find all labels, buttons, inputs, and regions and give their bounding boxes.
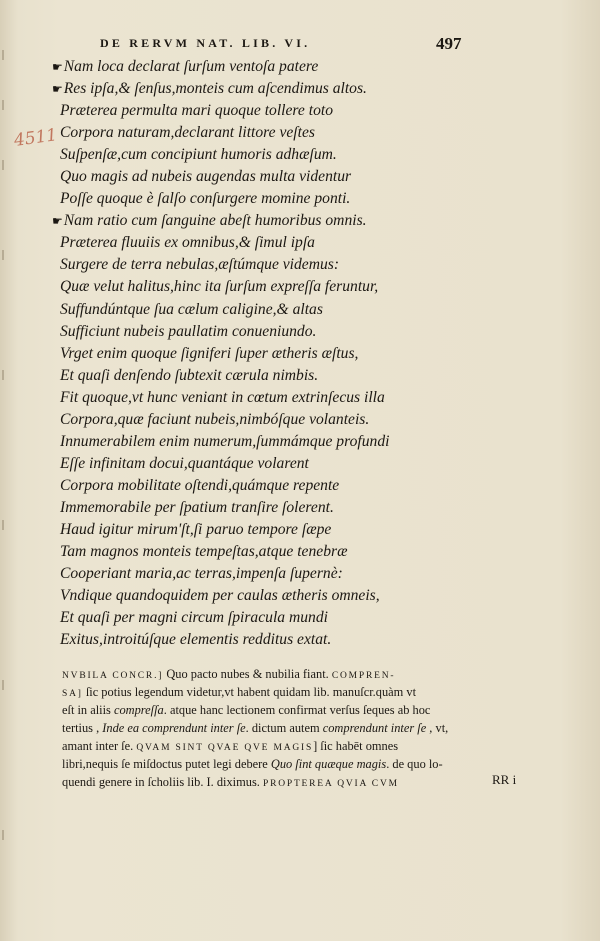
verse-text: Præterea fluuiis ex omnibus,& ſimul ipſa — [60, 234, 315, 252]
verse-line — [40, 431, 520, 453]
commentary-text: eſt in aliis — [62, 703, 114, 717]
verse-text: Sufficiunt nubeis paullatim conueniundo. — [60, 322, 317, 340]
verse-text: Nam loca declarat ſurſum ventoſa patere — [63, 58, 319, 75]
verse-line — [40, 210, 520, 232]
commentary-line — [62, 701, 532, 719]
verse-text: Immemorabile per ſpatium tranſire ſolerent. — [60, 498, 334, 516]
quoted-word: compreſſa — [113, 703, 164, 717]
verse-text: Vrget enim quoque ſigniferi ſuper ætheris æſtus, — [60, 344, 359, 362]
commentary-line — [62, 737, 532, 755]
verse-text: Tam magnos monteis tempeſtas,atque tenebræ — [60, 543, 348, 561]
commentary-text: Quo pacto nubes & nubilia fiant. — [163, 667, 332, 681]
verse-line — [40, 497, 520, 519]
lemma: QVAM SINT QVAE QVE MAGIS — [136, 743, 314, 753]
commentary-text: ] ſic habēt omnes — [313, 739, 399, 753]
verse-text: Eſſe infinitam docui,quantáque volarent — [60, 454, 309, 472]
verse-line — [40, 541, 520, 563]
lemma: NVBILA CONCR.] — [62, 671, 164, 681]
pointing-hand-icon: ☛ — [52, 60, 63, 74]
verse-line — [40, 409, 520, 431]
verse-text: Corpora mobilitate oſtendi,quámque repente — [60, 476, 340, 494]
lemma: SA] — [62, 689, 83, 699]
verse-line — [40, 254, 520, 276]
commentary-text: amant inter ſe. — [62, 739, 137, 753]
verse-line — [40, 122, 520, 144]
verse-line — [40, 321, 520, 343]
verse-line — [40, 629, 520, 651]
pointing-hand-icon: ☛ — [52, 82, 63, 97]
commentary-text: ſic potius legendum videtur,vt habent quidam lib. manuſcr.quàm vt — [82, 685, 417, 699]
handwritten-margin-note: 4511 — [12, 125, 59, 151]
verse-text: Fit quoque,vt hunc veniant in cœtum extrinſecus illa — [60, 388, 385, 406]
commentary-text: . de quo lo- — [386, 757, 443, 771]
verse-line — [40, 365, 520, 387]
page-number: 497 — [436, 34, 462, 53]
commentary-line — [62, 773, 532, 791]
verse-line — [40, 299, 520, 321]
verse-line — [40, 100, 520, 122]
verse-text: Res ipſa,& ſenſus,monteis cum aſcendimus altos. — [63, 80, 367, 98]
lemma: PROPTEREA QVIA CVM — [262, 779, 399, 789]
verse-text: Innumerabilem enim numerum,ſummámque profundi — [60, 432, 390, 450]
verse-line — [40, 56, 520, 78]
verse-line — [40, 78, 520, 100]
commentary-line — [62, 665, 532, 683]
verse-line — [40, 232, 520, 254]
verse-text: Poſſe quoque è ſalſo conſurgere momine ponti. — [60, 190, 351, 208]
verse-line — [40, 144, 520, 166]
commentary-text: , vt, — [426, 721, 449, 735]
verse-text: Corpora,quæ faciunt nubeis,nimbóſque volanteis. — [60, 410, 370, 428]
verse-text: Suffundúntque ſua cælum caligine,& altas — [60, 300, 323, 318]
verse-text: Haud igitur mirum'ſt,ſi paruo tempore ſæpe — [60, 520, 332, 538]
commentary-line — [62, 683, 532, 701]
verse-line — [40, 387, 520, 409]
commentary-text: quendi genere in ſcholiis lib. I. diximus. — [62, 775, 263, 789]
commentary-text: . atque hanc lectionem confirmat verſus ſeques ab hoc — [163, 703, 431, 717]
verse-text: Exitus,introitúſque elementis redditus extat. — [60, 631, 332, 649]
commentary-text: libri,nequis ſe miſdoctus putet legi debere — [62, 757, 271, 771]
verse-text: Præterea permulta mari quoque tollere toto — [60, 102, 334, 120]
pointing-hand-icon: ☛ — [52, 214, 63, 229]
commentary-text: . dictum autem — [245, 721, 323, 735]
verse-line — [40, 166, 520, 188]
verse-line — [40, 585, 520, 607]
verse-line — [40, 475, 520, 497]
verse-block — [40, 56, 520, 651]
commentary-line — [62, 719, 532, 737]
verse-text: Suſpenſæ,cum concipiunt humoris adhæſum. — [60, 146, 337, 164]
verse-line — [40, 519, 520, 541]
verse-text: Corpora naturam,declarant littore veſtes — [60, 124, 315, 142]
verse-line — [40, 607, 520, 629]
lemma: COMPREN- — [331, 671, 396, 681]
running-title: DE RERVM NAT. LIB. VI. — [100, 36, 311, 50]
commentary-text: tertius , — [62, 721, 103, 735]
verse-line — [40, 188, 520, 210]
verse-text: Et quaſi denſendo ſubtexit cærula nimbis. — [60, 366, 319, 384]
gutter-shadow — [2, 40, 12, 940]
verse-text: Cooperiant maria,ac terras,impenſa ſupernè: — [60, 565, 343, 583]
verse-line — [40, 276, 520, 298]
verse-text: Surgere de terra nebulas,æſtúmque videmus: — [60, 256, 340, 274]
verse-text: Nam ratio cum ſanguine abeſt humoribus omnis. — [63, 212, 367, 230]
verse-line — [40, 563, 520, 585]
commentary-block — [62, 665, 532, 791]
verse-text: Et quaſi per magni circum ſpiracula mundi — [60, 609, 328, 627]
quoted-phrase: Inde ea comprendunt inter ſe — [102, 721, 246, 735]
verse-text: Quo magis ad nubeis augendas multa videntur — [60, 168, 352, 186]
verse-line — [40, 343, 520, 365]
quoted-phrase: Quo ſint quæque magis — [270, 757, 387, 771]
quoted-phrase: comprendunt inter ſe — [322, 721, 427, 735]
signature-mark: RR i — [492, 772, 517, 787]
verse-text: Quæ velut halitus,hinc ita ſurſum expreſſa feruntur, — [60, 278, 379, 296]
verse-line — [40, 453, 520, 475]
commentary-line — [62, 755, 532, 773]
verse-text: Vndique quandoquidem per caulas ætheris omneis, — [60, 587, 380, 605]
